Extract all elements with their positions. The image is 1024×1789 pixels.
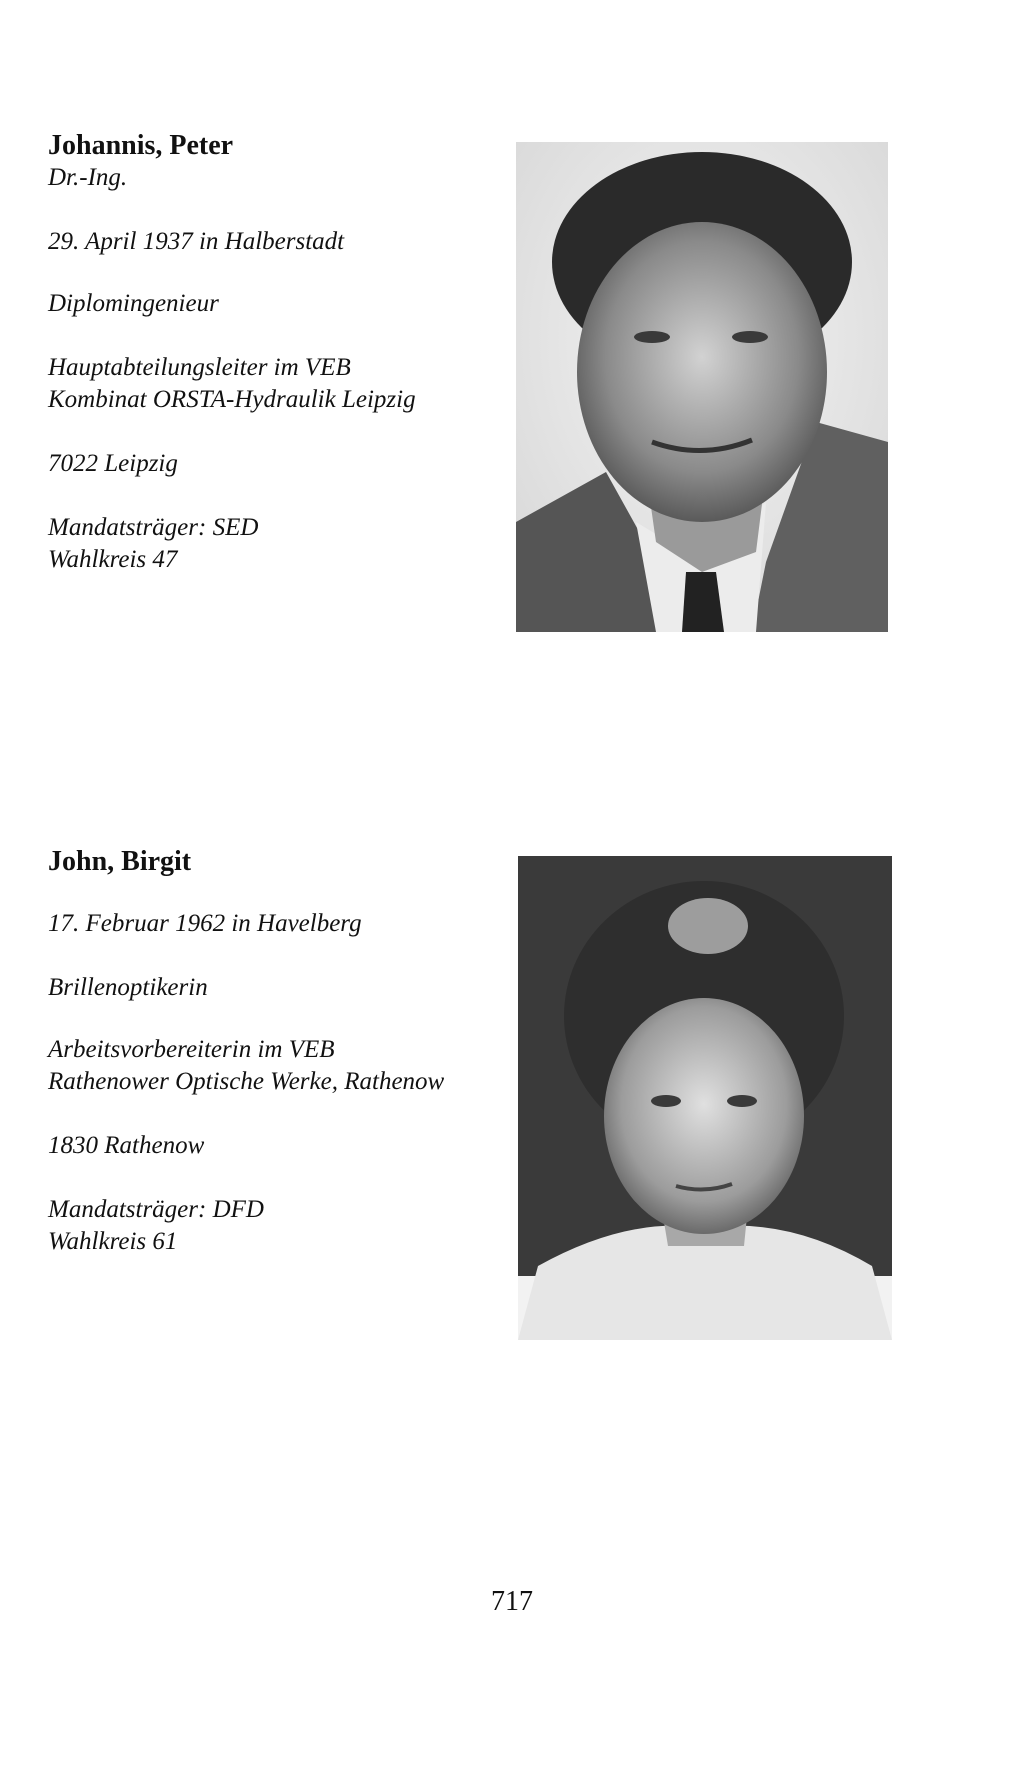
portrait-illustration <box>516 142 888 632</box>
profession: Diplomingenieur <box>48 290 219 317</box>
residence: 7022 Leipzig <box>48 450 178 477</box>
birth-info: 29. April 1937 in Halberstadt <box>48 228 345 255</box>
mandate: Mandatsträger: DFD <box>48 1196 264 1223</box>
birth-info: 17. Februar 1962 in Havelberg <box>48 910 362 937</box>
entry-johannis-peter <box>48 130 508 573</box>
position-line-1: Hauptabteilungsleiter im VEB <box>48 354 351 381</box>
entry-john-birgit <box>48 846 508 1255</box>
position-line-1: Arbeitsvorbereiterin im VEB <box>48 1036 335 1063</box>
person-name: John, Birgit <box>48 846 192 877</box>
page-number: 717 <box>491 1586 533 1617</box>
constituency: Wahlkreis 47 <box>48 546 178 573</box>
constituency: Wahlkreis 61 <box>48 1228 178 1255</box>
academic-title: Dr.-Ing. <box>48 164 128 191</box>
position-line-2: Kombinat ORSTA-Hydraulik Leipzig <box>48 386 416 413</box>
position-line-2: Rathenower Optische Werke, Rathenow <box>48 1068 445 1095</box>
portrait-illustration <box>518 856 892 1340</box>
mandate: Mandatsträger: SED <box>48 514 259 541</box>
profession: Brillenoptikerin <box>48 974 208 1001</box>
portrait-photo-johannis <box>516 142 888 632</box>
residence: 1830 Rathenow <box>48 1132 205 1159</box>
person-name: Johannis, Peter <box>48 130 234 161</box>
portrait-photo-john <box>518 856 892 1340</box>
